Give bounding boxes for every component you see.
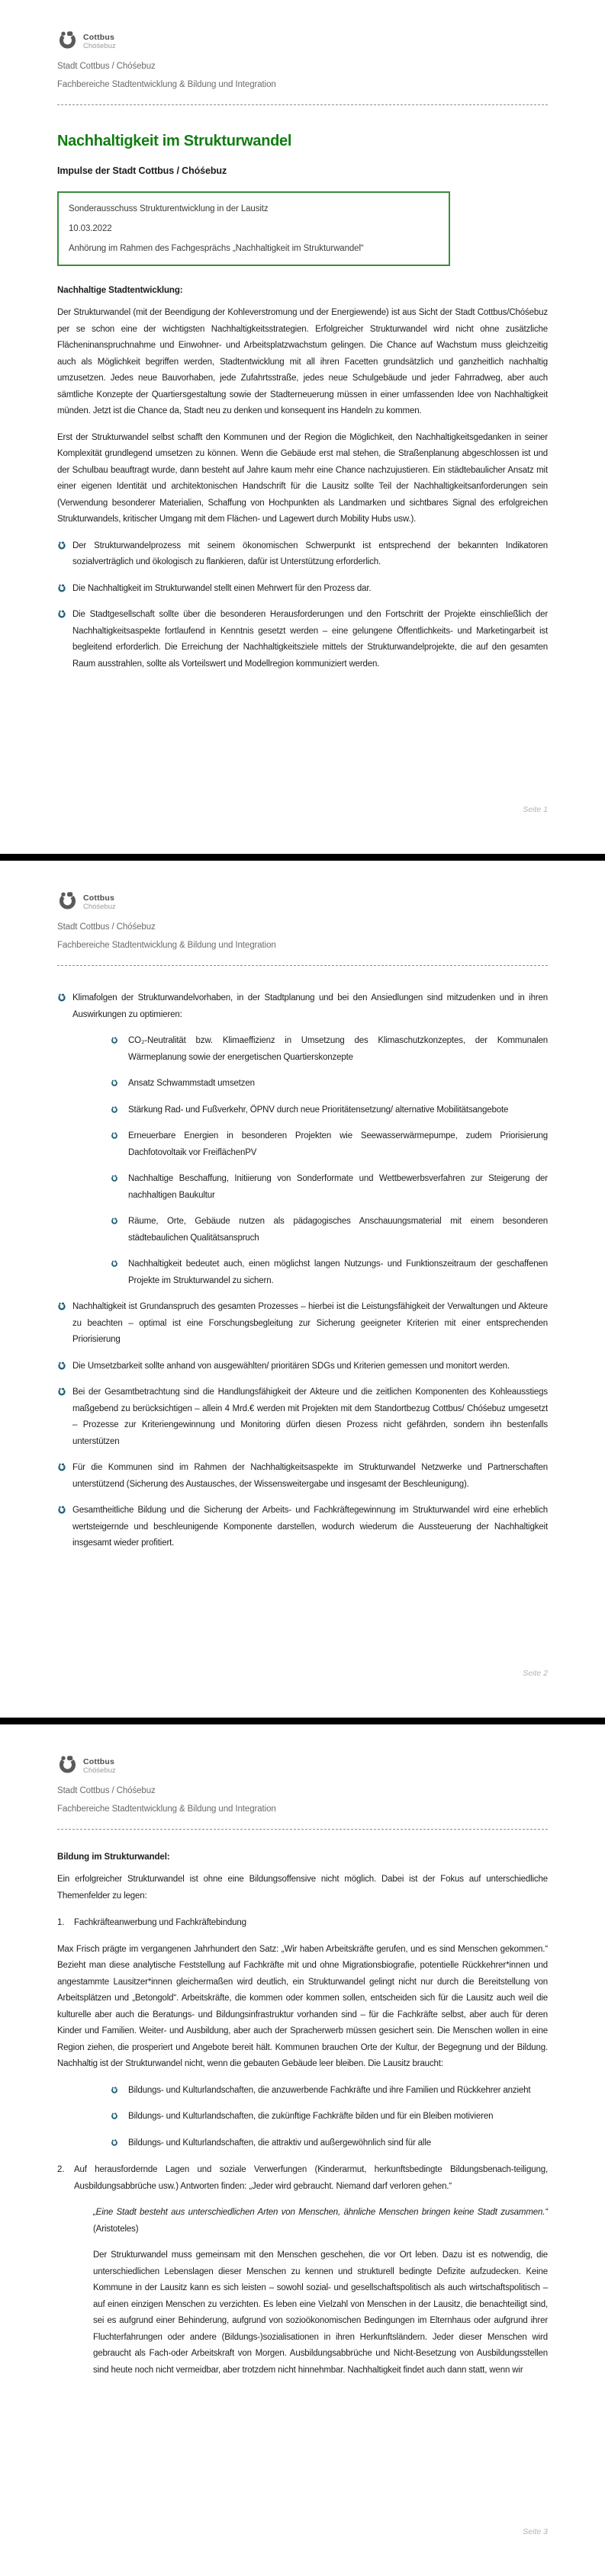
cottbus-logo-icon bbox=[57, 1755, 78, 1776]
info-box-occasion: Anhörung im Rahmen des Fachgesprächs „Nachhaltigkeit im Strukturwandel“ bbox=[69, 244, 364, 253]
logo-title: Cottbus bbox=[83, 33, 115, 42]
bullet-item bbox=[57, 607, 548, 672]
bullet-text: Die Umsetzbarkeit sollte anhand von ausgewählten/ prioritären SDGs und Kriterien gemessen und monitort werden. bbox=[72, 1361, 510, 1371]
bullet-item bbox=[57, 1503, 548, 1552]
sub-bullet-item bbox=[111, 2083, 548, 2100]
bullet-logo-icon bbox=[111, 1076, 128, 1092]
paragraph: Erst der Strukturwandel selbst schafft den Kommunen und der Region die Möglichkeit, den Nachhaltigkeitsgedanken in seiner Komplexität grundlegend umsetzen zu können. Wenn die Gebäude erst mal stehen, die Straßenplanung abgeschlossen ist und der Schulbau beauftragt wurde, dann besteht auf Jahre kaum mehr eine Chance nachzujustieren. Ein städtebaulicher Ansatz mit einer eigenen Identität und architektonischen Handschrift für die Lausitz sollte Teil der Nachhaltigkeitsanforderungen sein (Verwendung besonderer Materialien, Schaffung von Hochpunkten als Landmarken und sichtbares Signal des erfolgreichen Strukturwandels, kritischer Umgang mit dem Flächen- und Lagewert durch Mobility Hubs usw.). bbox=[57, 432, 548, 524]
bullet-text: Der Strukturwandelprozess mit seinem ökonomischen Schwerpunkt ist entsprechend der bekannten Indikatoren sozialverträglich und ökologisch zu flankieren, dafür ist Unterstützung erforderlich. bbox=[72, 541, 548, 566]
quote-text: „Eine Stadt besteht aus unterschiedlichen Arten von Menschen, ähnliche Menschen bringen keine Stadt zusammen.“ bbox=[93, 2208, 548, 2217]
bullet-item bbox=[57, 581, 548, 598]
bullet-logo-icon bbox=[57, 1460, 72, 1493]
document-page-3 bbox=[0, 1724, 605, 2576]
paragraph: Max Frisch prägte im vergangenen Jahrhundert den Satz: „Wir haben Arbeitskräfte gerufen, und es sind Menschen gekommen.“ Bezieht man diese analytische Feststellung auf Fachkräfte mit und ohne Migrationsbiografie, potentielle Rückkehrer*innen und angestammte Lausitzer*innen gleichermaßen wird deutlich, ein Strukturwandel gelingt nicht nur durch die Bereitstellung von Arbeitsplätzen und „Betongold“. Arbeitskräfte, die kommen oder kommen sollen, entscheiden sich für die Lausitz auch weil die kulturelle aber auch die Beratungs- und Bildungsinfrastruktur vorhanden sind – für die Fachkräfte selbst, aber auch für deren Kinder und Familien. Weiter- und Ausbildung, aber auch der Spracherwerb müssen gesichert sein. Die Menschen wollen in eine Region ziehen, die prosperiert und Angebote bereit hält. Kommunen brauchen Orte der Kultur, der Begegnung und der Bildung. Nachhaltig ist der Strukturwandel nicht, wenn die gebauten Gebäude leer bleiben. Die Lausitz braucht: bbox=[57, 1944, 548, 2068]
bullet-item bbox=[57, 1299, 548, 1349]
item-title: Fachkräfteanwerbung und Fachkräftebindung bbox=[74, 1918, 246, 1927]
sub-bullet-text: Ansatz Schwammstadt umsetzen bbox=[128, 1079, 255, 1088]
logo-title: Cottbus bbox=[83, 893, 115, 903]
page-title: Nachhaltigkeit im Strukturwandel bbox=[57, 133, 292, 149]
org-name: Stadt Cottbus / Chóśebuz bbox=[57, 1786, 156, 1795]
sub-bullet-text: Bildungs- und Kulturlandschaften, die attraktiv und außergewöhnlich sind für alle bbox=[128, 2138, 431, 2148]
numbered-item bbox=[57, 2162, 548, 2195]
bullet-text: Für die Kommunen sind im Rahmen der Nachhaltigkeitsaspekte im Strukturwandel Netzwerke und Partnerschaften unterstützend (Sicherung des Austausches, der Wissensweitergabe und insgesamt der Beschleunigung). bbox=[72, 1463, 548, 1489]
bullet-logo-icon bbox=[57, 538, 72, 571]
bullet-logo-icon bbox=[111, 1256, 128, 1289]
cottbus-logo-icon bbox=[57, 891, 78, 912]
bullet-item bbox=[57, 1460, 548, 1493]
bullet-logo-icon bbox=[111, 2109, 128, 2125]
sub-bullet-text: Nachhaltige Beschaffung, Initiierung von Sonderformate und Wettbewerbsverfahren zur Steigerung der nachhaltigen Baukultur bbox=[128, 1174, 548, 1200]
bullet-logo-icon bbox=[111, 1214, 128, 1246]
page-number: Seite 2 bbox=[523, 1669, 548, 1678]
section-heading: Nachhaltige Stadtentwicklung: bbox=[57, 286, 183, 295]
logo-wordmark bbox=[83, 891, 116, 911]
sub-bullet-text: Nachhaltigkeit bedeutet auch, einen möglichst langen Nutzungs- und Funktionszeitraum der geschaffenen Projekte im Strukturwandel zu sichern. bbox=[128, 1259, 548, 1285]
sub-bullet-text: CO₂-Neutralität bzw. Klimaeffizienz in Umsetzung des Klimaschutzkonzeptes, der Kommunalen Wärmeplanung sowie der energetischen Quartierskonzepte bbox=[128, 1036, 548, 1062]
document-page-2 bbox=[0, 861, 605, 1718]
sub-bullet-item bbox=[111, 1033, 548, 1066]
bullet-text: Klimafolgen der Strukturwandelvorhaben, in der Stadtplanung und bei den Ansiedlungen sind mitzudenken und in ihren Auswirkungen zu optimieren: bbox=[72, 993, 548, 1019]
bullet-logo-icon bbox=[111, 2083, 128, 2100]
item-number: 1. bbox=[57, 1918, 65, 1927]
bullet-item bbox=[57, 990, 548, 1023]
page-separator bbox=[0, 1718, 605, 1724]
bullet-logo-icon bbox=[111, 2135, 128, 2152]
sub-bullet-item bbox=[111, 1128, 548, 1161]
event-info-box bbox=[57, 191, 450, 266]
cottbus-logo bbox=[57, 1755, 548, 1776]
department-line: Fachbereiche Stadtentwicklung & Bildung und Integration bbox=[57, 941, 276, 950]
page-subtitle: Impulse der Stadt Cottbus / Chóśebuz bbox=[57, 165, 227, 176]
sub-bullet-text: Bildungs- und Kulturlandschaften, die anzuwerbende Fachkräfte und ihre Familien und Rückkehrer anzieht bbox=[128, 2085, 531, 2095]
org-name: Stadt Cottbus / Chóśebuz bbox=[57, 62, 156, 71]
sub-bullet-item bbox=[111, 1102, 548, 1119]
section-heading: Bildung im Strukturwandel: bbox=[57, 1853, 170, 1862]
logo-subtitle: Chóśebuz bbox=[83, 1766, 116, 1775]
department-line: Fachbereiche Stadtentwicklung & Bildung und Integration bbox=[57, 1804, 276, 1814]
paragraph: Der Strukturwandel muss gemeinsam mit den Menschen geschehen, die vor Ort leben. Dazu ist es notwendig, die unterschiedlichen Lebenslagen dieser Menschen zu kennen und strukturell bedingte Defizite aufzudecken. Keine Kommune in der Lausitz kann es sich leisten – sowohl sozial- und gesellschaftspolitisch als auch wirtschaftspolitisch – auf einen einzigen Menschen zu verzichten. Es leben eine Vielzahl von Menschen in der Lausitz, die benachteiligt sind, sei es aufgrund einer Behinderung, aufgrund von sozioökonomischen Bedingungen im Elternhaus oder aufgrund ihrer Fluchterfahrungen oder andere (Bildungs-)sozialisationen in ihren Herkunftsländern. Jeder dieser Menschen wird gebraucht als Fach-oder Arbeitskraft von Morgen. Ausbildungsabbrüche und Nicht-Besetzung von Ausbildungsstellen sind heute noch nicht vermeidbar, aber trotzdem nicht hinnehmbar. Nachhaltigkeit findet auch dann statt, wenn wir bbox=[93, 2250, 548, 2375]
bullet-logo-icon bbox=[57, 1503, 72, 1552]
bullet-text: Nachhaltigkeit ist Grundanspruch des gesamten Prozesses – hierbei ist die Leistungsfähigkeit der Verwaltungen und Akteure zu beachten – optimal ist eine Forschungsbegleitung zur Sicherung geeigneter Kriterien mit einer entsprechenden Priorisierung bbox=[72, 1302, 548, 1344]
header-divider bbox=[57, 1829, 548, 1830]
item-text: Auf herausfordernde Lagen und soziale Verwerfungen (Kinderarmut, herkunftsbedingte Bildungsbenach-teiligung, Ausbildungsabbrüche usw.) Antworten finden: „Jeder wird gebraucht. Niemand darf verloren gehen.“ bbox=[74, 2165, 548, 2191]
bullet-logo-icon bbox=[111, 1033, 128, 1066]
logo-wordmark bbox=[83, 1755, 116, 1775]
sub-bullet-text: Erneuerbare Energien in besonderen Projekten wie Seewasserwärmepumpe, zudem Priorisierung Dachfotovoltaik vor FreiflächenPV bbox=[128, 1131, 548, 1157]
sub-bullet-text: Räume, Orte, Gebäude nutzen als pädagogisches Anschauungsmaterial mit einem besonderen städtebaulichen Qualitätsanspruch bbox=[128, 1217, 548, 1243]
header-divider bbox=[57, 965, 548, 966]
bullet-text: Gesamtheitliche Bildung und die Sicherung der Arbeits- und Fachkräftegewinnung im Strukturwandel wird eine erheblich wertsteigernde und beschleunigende Komponente darstellen, wodurch wiederum die Aussteuerung der Nachhaltigkeit insgesamt wieder profitiert. bbox=[72, 1506, 548, 1548]
bullet-item bbox=[57, 1384, 548, 1450]
page-number: Seite 1 bbox=[523, 805, 548, 814]
numbered-item bbox=[57, 1915, 548, 1932]
paragraph: Ein erfolgreicher Strukturwandel ist ohne eine Bildungsoffensive nicht möglich. Dabei ist der Fokus auf unterschiedliche Themenfelder zu legen: bbox=[57, 1875, 548, 1901]
header-divider bbox=[57, 104, 548, 105]
info-box-date: 10.03.2022 bbox=[69, 224, 112, 233]
bullet-logo-icon bbox=[57, 1384, 72, 1450]
item-number: 2. bbox=[57, 2165, 65, 2174]
bullet-logo-icon bbox=[111, 1128, 128, 1161]
bullet-logo-icon bbox=[57, 1299, 72, 1349]
logo-wordmark bbox=[83, 30, 116, 50]
bullet-logo-icon bbox=[57, 1359, 72, 1375]
sub-bullet-item bbox=[111, 1076, 548, 1092]
quote-attribution: (Aristoteles) bbox=[93, 2224, 139, 2234]
logo-subtitle: Chóśebuz bbox=[83, 41, 116, 50]
sub-bullet-text: Bildungs- und Kulturlandschaften, die zukünftige Fachkräfte bilden und für ein Bleiben motivieren bbox=[128, 2112, 494, 2121]
bullet-logo-icon bbox=[57, 990, 72, 1023]
bullet-logo-icon bbox=[111, 1171, 128, 1204]
bullet-item bbox=[57, 538, 548, 571]
paragraph: Der Strukturwandel (mit der Beendigung der Kohleverstromung und der Energiewende) ist aus Sicht der Stadt Cottbus/Chóśebuz per se schon eine der wichtigsten Nachhaltigkeitsstrategien. Erfolgreicher Strukturwandel wird nicht ohne zusätzliche Flächeninanspruchnahme und Einwohner- und Arbeitsplatzwachstum gelingen. Die Chance auf Wachstum muss gleichzeitig auch als Möglichkeit begriffen werden, Stadtentwicklung mit all ihren Facetten grundsätzlich und ganzheitlich nachhaltig umzusetzen. Jedes neue Bauvorhaben, jede Zufahrtsstraße, jedes neue Schulgebäude und jeder Fahrradweg, aber auch sämtliche Konzepte der Quartiersgestaltung sowie der Stadterneuerung müssen in einer umfassenden Idee von Nachhaltigkeit münden. Jetzt ist die Chance da, Stadt neu zu denken und konsequent ins Handeln zu kommen. bbox=[57, 308, 548, 415]
logo-subtitle: Chóśebuz bbox=[83, 902, 116, 911]
quote-block bbox=[93, 2205, 548, 2238]
sub-bullet-item bbox=[111, 1171, 548, 1204]
bullet-logo-icon bbox=[57, 607, 72, 672]
cottbus-logo bbox=[57, 30, 548, 51]
document-page-1 bbox=[0, 0, 605, 854]
logo-title: Cottbus bbox=[83, 1757, 115, 1766]
bullet-logo-icon bbox=[57, 581, 72, 598]
bullet-item bbox=[57, 1359, 548, 1375]
org-name: Stadt Cottbus / Chóśebuz bbox=[57, 922, 156, 932]
bullet-text: Die Nachhaltigkeit im Strukturwandel stellt einen Mehrwert für den Prozess dar. bbox=[72, 583, 372, 593]
info-box-committee: Sonderausschuss Strukturentwicklung in der Lausitz bbox=[69, 204, 269, 213]
sub-bullet-item bbox=[111, 1256, 548, 1289]
sub-bullet-item bbox=[111, 2135, 548, 2152]
cottbus-logo bbox=[57, 891, 548, 912]
bullet-text: Die Stadtgesellschaft sollte über die besonderen Herausforderungen und den Fortschritt der Projekte einschließlich der Nachhaltigkeitsaspekte fortlaufend in Kenntnis gesetzt werden – eine gelungene Öffentlichkeits- und Marketingarbeit ist begleitend erforderlich. Die Erreichung der Nachhaltigkeitsziele mittels der Strukturwandelprojekte, die auf den gesamten Raum ausstrahlen, sollte als Vorteilswert und Modellregion kommuniziert werden. bbox=[72, 610, 548, 669]
department-line: Fachbereiche Stadtentwicklung & Bildung und Integration bbox=[57, 80, 276, 89]
page-separator bbox=[0, 854, 605, 861]
page-number: Seite 3 bbox=[523, 2527, 548, 2536]
cottbus-logo-icon bbox=[57, 30, 78, 51]
sub-bullet-item bbox=[111, 1214, 548, 1246]
sub-bullet-text: Stärkung Rad- und Fußverkehr, ÖPNV durch neue Prioritätensetzung/ alternative Mobilitätsangebote bbox=[128, 1105, 509, 1115]
bullet-logo-icon bbox=[111, 1102, 128, 1119]
bullet-text: Bei der Gesamtbetrachtung sind die Handlungsfähigkeit der Akteure und die zeitlichen Komponenten des Kohleausstiegs maßgebend zu berücksichtigen – allein 4 Mrd.€ werden mit Projekten mit dem Standortbezug Cottbus/ Chóśebuz umgesetzt – Prozesse zur Kriteriengewinnung und Monitoring dürfen diesen Prozess nicht gefährden, sondern ihn bestenfalls unterstützen bbox=[72, 1387, 548, 1446]
sub-bullet-item bbox=[111, 2109, 548, 2125]
